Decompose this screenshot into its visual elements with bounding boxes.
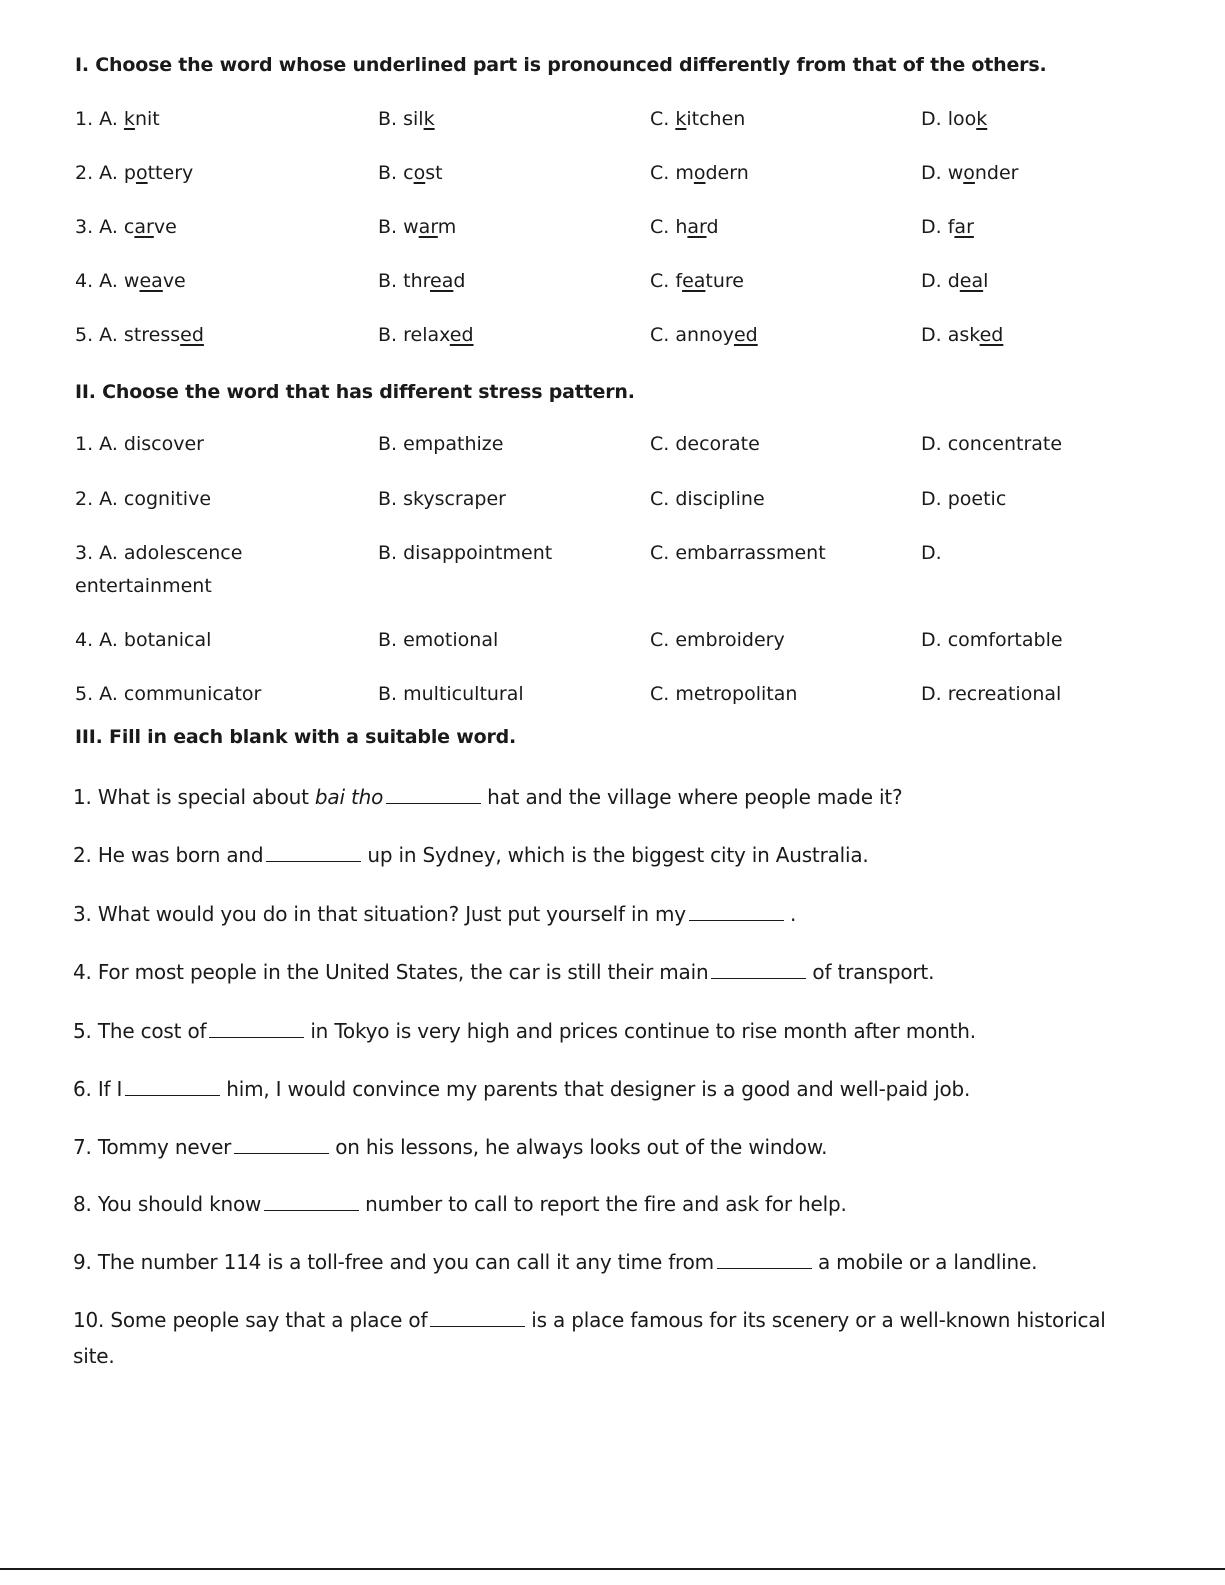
option-text: itchen (686, 108, 746, 130)
answer-option (75, 324, 204, 346)
answer-option (378, 108, 435, 130)
question-row (0, 270, 1225, 300)
option-label: D. (921, 216, 948, 238)
item-text: 2. He was born and (73, 843, 264, 867)
section-3-heading: III. Fill in each blank with a suitable word. (75, 726, 517, 748)
option-label: C. (650, 216, 676, 238)
option-text: f (947, 216, 955, 238)
section-2-heading: II. Choose the word that has different stress pattern. (75, 381, 635, 403)
question-row (0, 488, 1225, 518)
answer-blank (264, 1192, 359, 1211)
item-text: a mobile or a landline. (817, 1250, 1038, 1274)
answer-option (650, 324, 758, 346)
fill-in-item (73, 1192, 847, 1216)
answer-option (921, 108, 987, 130)
option-text: st (425, 162, 443, 184)
answer-option: 4. A. botanical (75, 629, 212, 651)
underlined-part: ed (449, 324, 474, 346)
option-label: 2. A. (75, 162, 124, 184)
answer-blank (717, 1250, 812, 1269)
item-text: 9. The number 114 is a toll-free and you can call it any time from (73, 1250, 714, 1274)
option-text: p (123, 162, 136, 184)
question-row (0, 542, 1225, 572)
answer-option: D. recreational (921, 683, 1062, 705)
item-text: 3. What would you do in that situation? Just put yourself in my (73, 902, 686, 926)
option-label: B. (378, 216, 404, 238)
fill-in-item-continuation: site. (73, 1344, 115, 1368)
answer-option: C. embroidery (650, 629, 785, 651)
answer-option (921, 216, 974, 238)
underlined-part: ea (139, 270, 163, 292)
answer-option: D. comfortable (921, 629, 1063, 651)
answer-option (75, 108, 160, 130)
answer-option (921, 324, 1003, 346)
option-text: nit (134, 108, 160, 130)
option-label: D. (921, 324, 948, 346)
option-label: 1. A. (75, 108, 124, 130)
option-label: C. (650, 108, 676, 130)
answer-option: 5. A. communicator (75, 683, 262, 705)
item-text: in Tokyo is very high and prices continue to rise month after month. (310, 1019, 976, 1043)
option-label: B. (378, 270, 404, 292)
underlined-part: o (413, 162, 426, 184)
option-label: B. (378, 162, 404, 184)
item-text: . (789, 902, 797, 926)
question-row (0, 162, 1225, 192)
item-text: is a place famous for its scenery or a well-known historical (531, 1308, 1106, 1332)
option-label: 5. A. (75, 324, 124, 346)
fill-in-item (73, 785, 902, 809)
underlined-part: ea (682, 270, 706, 292)
option-text: w (123, 270, 140, 292)
underlined-part: k (423, 108, 435, 130)
underlined-part: ea (430, 270, 454, 292)
option-label: 4. A. (75, 270, 124, 292)
answer-option (650, 216, 719, 238)
answer-option: B. emotional (378, 629, 499, 651)
answer-option: B. skyscraper (378, 488, 506, 510)
option-text: relax (403, 324, 450, 346)
fill-in-item (73, 843, 869, 867)
item-text: 4. For most people in the United States, the car is still their main (73, 960, 709, 984)
answer-option: D. concentrate (921, 433, 1063, 455)
item-italic-term: bai tho (314, 785, 384, 809)
option-text: thr (403, 270, 431, 292)
option-text: annoy (675, 324, 734, 346)
section-1-heading: I. Choose the word whose underlined part is pronounced differently from that of the others. (75, 54, 1047, 76)
answer-blank (125, 1077, 220, 1096)
underlined-part: ar (954, 216, 974, 238)
fill-in-item (73, 1019, 976, 1043)
answer-option-overflow: entertainment (75, 575, 212, 597)
answer-option: C. discipline (650, 488, 765, 510)
option-text: w (947, 162, 964, 184)
option-text: d (453, 270, 466, 292)
underlined-part: ar (687, 216, 707, 238)
option-text: l (983, 270, 989, 292)
answer-option (378, 162, 443, 184)
option-label: D. (921, 108, 948, 130)
option-text: nder (974, 162, 1019, 184)
answer-blank (689, 902, 784, 921)
answer-option: D. (921, 542, 942, 564)
fill-in-item (73, 902, 796, 926)
answer-option: C. decorate (650, 433, 760, 455)
item-text: 1. What is special about (73, 785, 315, 809)
question-row (0, 433, 1225, 463)
item-text: 5. The cost of (73, 1019, 207, 1043)
item-text: of transport. (812, 960, 935, 984)
fill-in-item (73, 960, 934, 984)
option-text: ve (153, 216, 177, 238)
option-text: ask (947, 324, 980, 346)
option-text: w (403, 216, 419, 238)
answer-option: C. embarrassment (650, 542, 826, 564)
answer-blank (209, 1019, 304, 1038)
answer-option (378, 270, 465, 292)
item-text: 6. If I (73, 1077, 123, 1101)
answer-option (921, 162, 1019, 184)
option-text: loo (947, 108, 977, 130)
option-text: f (675, 270, 683, 292)
option-text: d (706, 216, 719, 238)
option-label: B. (378, 108, 404, 130)
option-text: ture (705, 270, 744, 292)
underlined-part: ed (180, 324, 204, 346)
underlined-part: o (693, 162, 706, 184)
question-row (0, 683, 1225, 713)
fill-in-item (73, 1308, 1106, 1332)
item-text: hat and the village where people made it? (487, 785, 903, 809)
item-text: up in Sydney, which is the biggest city in Australia. (367, 843, 869, 867)
fill-in-item (73, 1135, 827, 1159)
answer-blank (430, 1308, 525, 1327)
answer-blank (234, 1135, 329, 1154)
answer-option: B. multicultural (378, 683, 524, 705)
option-text: ttery (147, 162, 194, 184)
underlined-part: ed (733, 324, 758, 346)
option-text: ve (162, 270, 186, 292)
answer-option (650, 108, 745, 130)
option-label: D. (921, 162, 948, 184)
option-label: C. (650, 324, 676, 346)
option-text: d (947, 270, 960, 292)
option-label: C. (650, 162, 676, 184)
underlined-part: ea (959, 270, 984, 292)
item-text: 7. Tommy never (73, 1135, 232, 1159)
answer-option (75, 270, 186, 292)
underlined-part: k (976, 108, 988, 130)
option-text: dern (705, 162, 749, 184)
answer-blank (711, 960, 806, 979)
answer-blank (386, 785, 481, 804)
question-row (0, 629, 1225, 659)
option-text: c (403, 162, 414, 184)
answer-option (75, 162, 193, 184)
question-row (0, 108, 1225, 138)
underlined-part: k (675, 108, 687, 130)
answer-option (378, 216, 456, 238)
option-text: h (675, 216, 688, 238)
answer-option (921, 270, 988, 292)
underlined-part: o (963, 162, 975, 184)
item-text: number to call to report the fire and ask for help. (365, 1192, 847, 1216)
question-row (0, 324, 1225, 354)
option-label: B. (378, 324, 404, 346)
underlined-part: o (135, 162, 148, 184)
option-label: C. (650, 270, 676, 292)
option-text: m (437, 216, 457, 238)
underlined-part: ar (134, 216, 154, 238)
option-text: c (123, 216, 135, 238)
option-text: m (675, 162, 694, 184)
answer-option: 1. A. discover (75, 433, 204, 455)
fill-in-item (73, 1250, 1037, 1274)
answer-option: B. empathize (378, 433, 504, 455)
answer-option (378, 324, 474, 346)
option-label: D. (921, 270, 948, 292)
item-text: him, I would convince my parents that designer is a good and well-paid job. (226, 1077, 971, 1101)
question-row (0, 216, 1225, 246)
answer-option: D. poetic (921, 488, 1007, 510)
option-text: sil (403, 108, 424, 130)
answer-option (650, 270, 744, 292)
option-text: stress (123, 324, 181, 346)
item-text: 8. You should know (73, 1192, 262, 1216)
answer-option: C. metropolitan (650, 683, 798, 705)
answer-option (650, 162, 749, 184)
answer-option: B. disappointment (378, 542, 553, 564)
answer-option: 2. A. cognitive (75, 488, 212, 510)
page-bottom-rule (0, 1568, 1225, 1570)
option-label: 3. A. (75, 216, 124, 238)
underlined-part: ed (979, 324, 1004, 346)
underlined-part: k (123, 108, 135, 130)
answer-blank (266, 843, 361, 862)
answer-option: 3. A. adolescence (75, 542, 243, 564)
underlined-part: ar (418, 216, 438, 238)
answer-option (75, 216, 177, 238)
fill-in-item (73, 1077, 970, 1101)
item-text: on his lessons, he always looks out of the window. (335, 1135, 828, 1159)
item-text: 10. Some people say that a place of (73, 1308, 428, 1332)
